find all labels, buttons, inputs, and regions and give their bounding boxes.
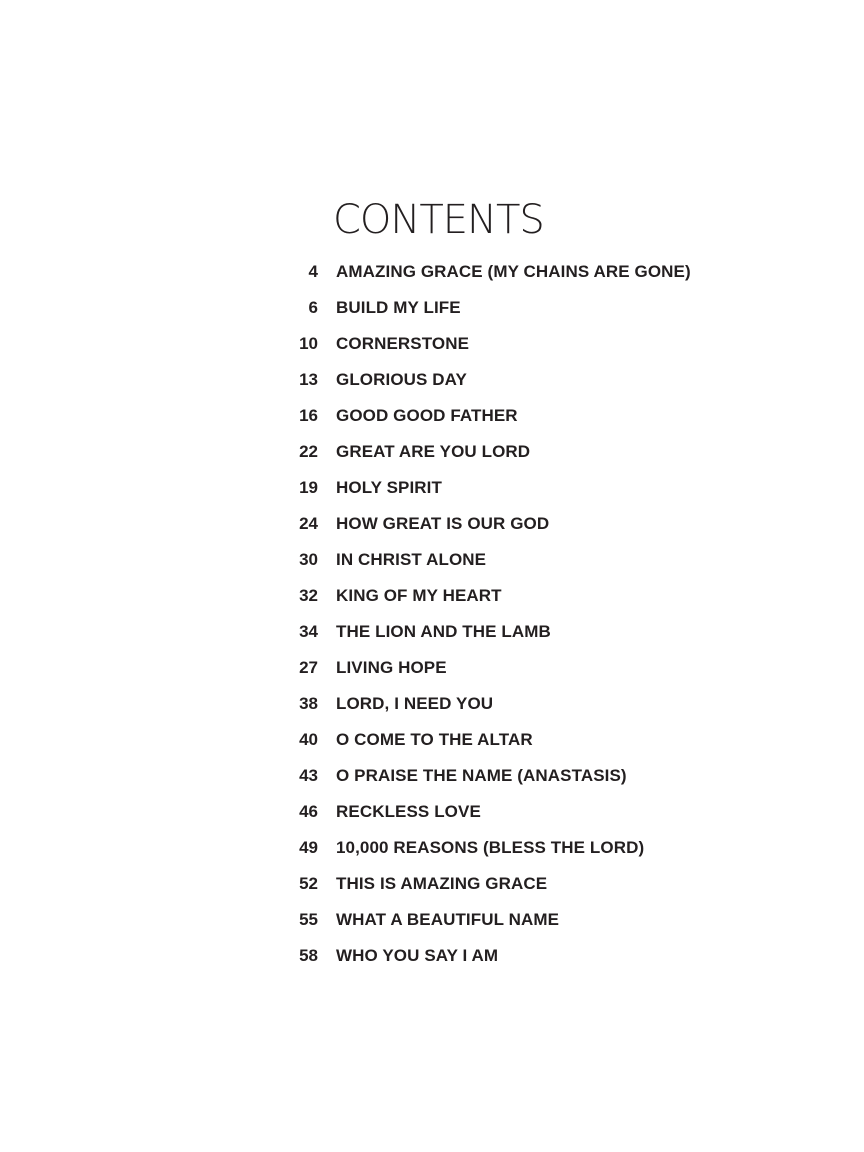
toc-song-title: CORNERSTONE bbox=[336, 334, 470, 353]
toc-song-title: WHO YOU SAY I AM bbox=[336, 946, 499, 965]
toc-song-title: O PRAISE THE NAME (ANASTASIS) bbox=[336, 766, 627, 785]
toc-entry bbox=[260, 650, 820, 686]
toc-page-number: 38 bbox=[299, 694, 318, 713]
toc-entry bbox=[260, 686, 820, 722]
toc-song-title: GOOD GOOD FATHER bbox=[336, 406, 518, 425]
toc-song-title: O COME TO THE ALTAR bbox=[336, 730, 533, 749]
toc-page-number: 55 bbox=[299, 910, 318, 929]
toc-entry bbox=[260, 722, 820, 758]
toc-entry bbox=[260, 758, 820, 794]
toc-page-number: 13 bbox=[299, 370, 318, 389]
toc-song-title: AMAZING GRACE (MY CHAINS ARE GONE) bbox=[336, 262, 691, 281]
toc-page-number: 10 bbox=[299, 334, 318, 353]
toc-song-title: THIS IS AMAZING GRACE bbox=[336, 874, 548, 893]
toc-entry bbox=[260, 434, 820, 470]
toc-entry bbox=[260, 614, 820, 650]
toc-entry bbox=[260, 578, 820, 614]
toc-page-number: 46 bbox=[299, 802, 318, 821]
toc-entry bbox=[260, 362, 820, 398]
toc-song-title: KING OF MY HEART bbox=[336, 586, 502, 605]
toc-page-number: 16 bbox=[299, 406, 318, 425]
table-of-contents bbox=[260, 254, 820, 974]
toc-page-number: 6 bbox=[308, 298, 318, 317]
toc-entry bbox=[260, 326, 820, 362]
toc-page-number: 4 bbox=[308, 262, 318, 281]
toc-song-title: THE LION AND THE LAMB bbox=[336, 622, 551, 641]
toc-entry bbox=[260, 542, 820, 578]
toc-song-title: RECKLESS LOVE bbox=[336, 802, 481, 821]
toc-song-title: LORD, I NEED YOU bbox=[336, 694, 494, 713]
toc-entry bbox=[260, 290, 820, 326]
toc-entry bbox=[260, 830, 820, 866]
toc-page-number: 30 bbox=[299, 550, 318, 569]
toc-song-title: IN CHRIST ALONE bbox=[336, 550, 487, 569]
toc-entry bbox=[260, 902, 820, 938]
toc-song-title: GREAT ARE YOU LORD bbox=[336, 442, 531, 461]
toc-page-number: 40 bbox=[299, 730, 318, 749]
toc-entry bbox=[260, 470, 820, 506]
toc-page-number: 27 bbox=[299, 658, 318, 677]
toc-page-number: 52 bbox=[299, 874, 318, 893]
toc-entry bbox=[260, 938, 820, 974]
toc-entry bbox=[260, 506, 820, 542]
toc-song-title: WHAT A BEAUTIFUL NAME bbox=[336, 910, 560, 929]
toc-song-title: LIVING HOPE bbox=[336, 658, 447, 677]
toc-page-number: 43 bbox=[299, 766, 318, 785]
toc-page-number: 34 bbox=[299, 622, 318, 641]
toc-song-title: GLORIOUS DAY bbox=[336, 370, 467, 389]
toc-page-number: 24 bbox=[299, 514, 318, 533]
toc-song-title: 10,000 REASONS (BLESS THE LORD) bbox=[336, 838, 645, 857]
toc-page-number: 58 bbox=[299, 946, 318, 965]
toc-entry bbox=[260, 254, 820, 290]
toc-page-number: 19 bbox=[299, 478, 318, 497]
toc-entry bbox=[260, 866, 820, 902]
page-title: CONTENTS bbox=[333, 197, 544, 243]
toc-page-number: 49 bbox=[299, 838, 318, 857]
toc-entry bbox=[260, 398, 820, 434]
toc-entry bbox=[260, 794, 820, 830]
toc-song-title: BUILD MY LIFE bbox=[336, 298, 461, 317]
toc-page-number: 22 bbox=[299, 442, 318, 461]
toc-page-number: 32 bbox=[299, 586, 318, 605]
toc-song-title: HOW GREAT IS OUR GOD bbox=[336, 514, 550, 533]
toc-song-title: HOLY SPIRIT bbox=[336, 478, 442, 497]
